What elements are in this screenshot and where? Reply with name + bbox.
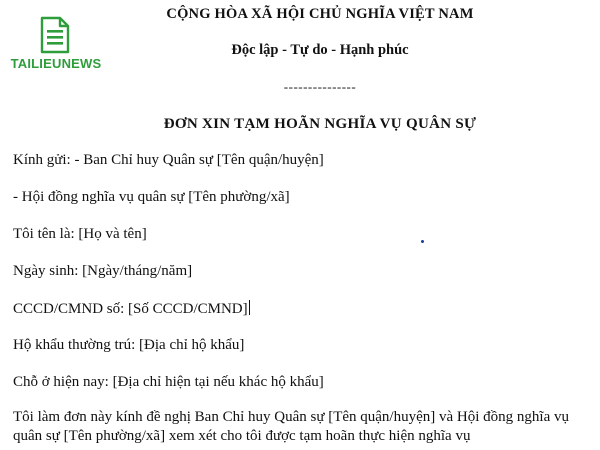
birth-date-line: Ngày sinh: [Ngày/tháng/năm] (13, 263, 193, 279)
applicant-name-line: Tôi tên là: [Họ và tên] (13, 226, 147, 242)
document-title: ĐƠN XIN TẠM HOÃN NGHĨA VỤ QUÂN SỰ (163, 116, 477, 132)
recipient-line-2: - Hội đồng nghĩa vụ quân sự [Tên phường/xã] (13, 189, 290, 205)
id-number-text: CCCD/CMND số: [Số CCCD/CMND] (13, 301, 248, 317)
recipient-line-1: Kính gửi: - Ban Chỉ huy Quân sự [Tên quận/huyện] (13, 152, 324, 168)
stray-dot (421, 240, 424, 243)
current-address-line: Chỗ ở hiện nay: [Địa chỉ hiện tại nếu khác hộ khẩu] (13, 374, 324, 390)
separator-line: --------------- (283, 79, 357, 94)
request-paragraph: Tôi làm đơn này kính đề nghị Ban Chỉ huy Quân sự [Tên quận/huyện] và Hội đồng nghĩa vụ quân sự [Tên phường/xã] xem xét cho tôi được tạm hoãn thực hiện nghĩa vụ (13, 409, 569, 444)
nation-heading: CỘNG HÒA XÃ HỘI CHỦ NGHĨA VIỆT NAM (166, 6, 474, 22)
permanent-address-line: Hộ khẩu thường trú: [Địa chỉ hộ khẩu] (13, 337, 245, 353)
motto-heading: Độc lập - Tự do - Hạnh phúc (231, 42, 409, 58)
brand-name: TAILIEUNEWS (10, 56, 102, 71)
id-number-line[interactable] (13, 300, 250, 318)
text-cursor (249, 300, 250, 315)
